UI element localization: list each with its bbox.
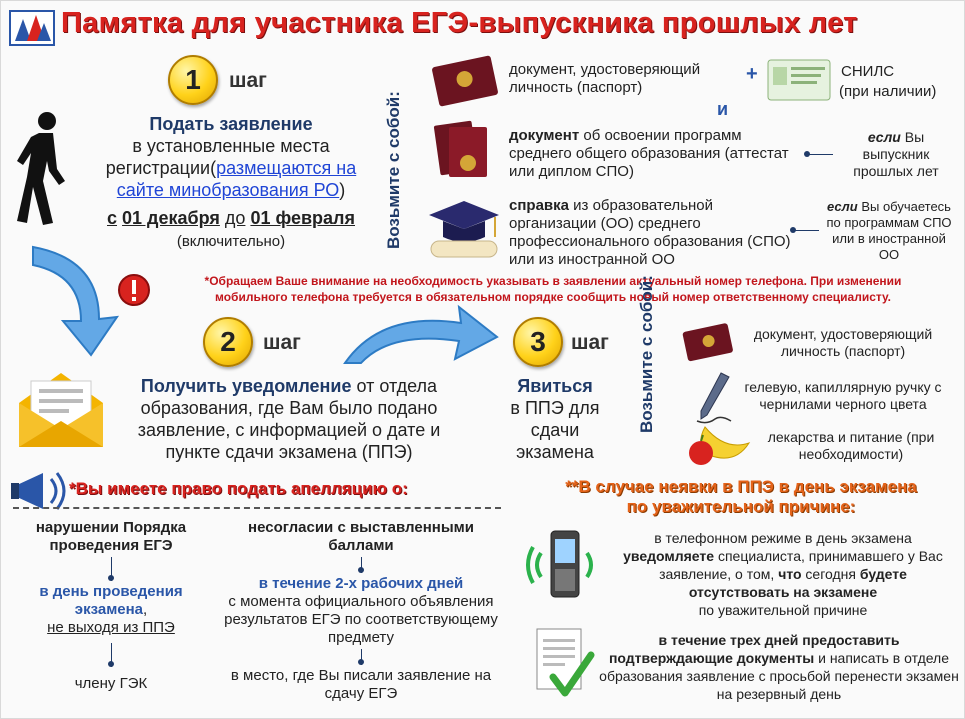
step1-number: 1 [168, 55, 218, 105]
absence-p1-f: будете отсутствовать на экзамене [688, 566, 907, 600]
step1-line1: в установленные места [132, 136, 330, 156]
attention-line2: мобильного телефона требуется в обязательном порядке сообщить новый номер ответственному специалисту. [214, 290, 892, 304]
step2-number: 2 [203, 317, 253, 367]
absence-p1 [607, 529, 959, 619]
megaphone-icon [7, 465, 73, 517]
connector-dot-1 [804, 151, 810, 157]
connector-line-1 [807, 154, 833, 155]
take-with-you-label-2: Возьмите с собой: [637, 275, 656, 433]
phone-icon [523, 527, 603, 603]
appeal-right-dot-2 [358, 659, 364, 665]
appeal-right-mid [221, 575, 501, 647]
appeal-left-dot-2 [108, 661, 114, 667]
page-title: Памятка для участника ЕГЭ-выпускника прошлых лет [61, 7, 858, 39]
cert-bold: справка [509, 197, 569, 214]
appeal-left-mid [21, 583, 201, 637]
plus-sign: + [746, 63, 758, 85]
snils-text: СНИЛС [841, 63, 895, 80]
food-text: лекарства и питание (при необходимости) [767, 429, 935, 462]
step1-block [81, 113, 381, 251]
date-c: с [107, 208, 118, 228]
absence-p1-a: в телефонном режиме в день экзамена [654, 530, 912, 546]
exclamation-icon [117, 273, 151, 307]
if1-text: Вы выпускник прошлых лет [853, 129, 939, 179]
if1-em: если [867, 129, 901, 145]
and-conjunction: и [717, 99, 729, 119]
diploma-text [509, 127, 799, 181]
step2-head: Получить уведомление [140, 376, 352, 396]
passport-text-1: документ, удостоверяющий личность (паспорт) [509, 61, 701, 96]
step1-line2-text: регистрации( [105, 158, 217, 178]
appeal-divider [13, 507, 501, 509]
appeal-left-bottom: члену ГЭК [74, 675, 148, 692]
snils-note: (при наличии) [839, 83, 937, 100]
absence-title-line2: по уважительной причине: [626, 497, 856, 516]
step2-word: шаг [263, 331, 301, 354]
step3-head: Явиться [517, 376, 593, 396]
banana-apple-icon [685, 421, 751, 467]
minobr-link-part1[interactable]: размещаются на [216, 158, 357, 178]
date-to: 01 февраля [250, 208, 355, 228]
ege-logo-icon [9, 5, 55, 47]
absence-title [521, 477, 961, 517]
appeal-right-mid-text: с момента официального объявления результатов ЕГЭ по соответствующему предмету [224, 593, 498, 646]
absence-p2-a: в течение трех дней предоставить подтверждающие документы [608, 632, 900, 666]
step1-word: шаг [229, 69, 267, 92]
appeal-right-dot-1 [358, 567, 364, 573]
appeal-left-mid2: не выходя из ППЭ [47, 619, 175, 636]
step3-line1: в ППЭ для [510, 398, 600, 418]
absence-p2 [599, 631, 959, 703]
if2-em: если [827, 199, 858, 214]
appeal-left-comma: , [143, 601, 148, 618]
step1-head: Подать заявление [149, 114, 313, 134]
take-with-you-label-1: Возьмите с собой: [384, 91, 403, 249]
absence-p1-d: что [778, 566, 802, 582]
absence-title-line1: **В случае неявки в ППЭ в день экзамена [565, 477, 917, 496]
envelope-icon [15, 369, 107, 451]
step2-text [109, 375, 469, 463]
step1-paren-close: ) [339, 180, 346, 200]
step1-line3 [81, 179, 381, 201]
absence-p1-e: сегодня [801, 566, 860, 582]
step2-rest: от отдела образования, где Вам было подано заявление, с информацией о дате и пункте сдачи экзамена (ППЭ) [137, 376, 441, 462]
absence-p1-g: по уважительной причине [698, 602, 868, 618]
diploma-icon [431, 119, 495, 179]
step3-word: шаг [571, 331, 609, 354]
walking-person-icon [13, 111, 73, 229]
appeal-right-top: несогласии с выставленными баллами [248, 519, 474, 554]
connector-dot-2 [790, 227, 796, 233]
if2-text: Вы обучаетесь по программам СПО или в иностранной ОО [826, 199, 952, 262]
diploma-rest: об освоении программ среднего общего образования (аттестат или диплом СПО) [509, 127, 789, 180]
step1-line2 [81, 157, 381, 179]
passport-small-icon [681, 323, 737, 363]
attention-line1: *Обращаем Ваше внимание на необходимость указывать в заявлении актуальный номер телефона. При изменении [204, 274, 902, 288]
step3-line2: сдачи [530, 420, 580, 440]
graduation-cap-icon [425, 197, 503, 263]
pen-icon [691, 371, 735, 427]
appeal-left-top: нарушении Порядка проведения ЕГЭ [35, 519, 187, 554]
pen-text: гелевую, капиллярную ручку с чернилами черного цвета [744, 379, 942, 412]
passport-text-2: документ, удостоверяющий личность (паспорт) [753, 326, 933, 359]
appeal-title: *Вы имеете право подать апелляцию о: [69, 479, 408, 498]
attention-note [153, 273, 953, 305]
if-spo-note [821, 199, 957, 263]
diploma-bold: документ [509, 127, 580, 144]
step1-dates [81, 207, 381, 229]
step3-line3: экзамена [516, 442, 594, 462]
arrow-right-icon [341, 301, 501, 367]
step1-inclusive: (включительно) [176, 233, 286, 250]
step3-number: 3 [513, 317, 563, 367]
appeal-left-dot-1 [108, 575, 114, 581]
absence-p2-b: и написать в отделе образования заявление с просьбой перенести экзамен на резервный день [599, 650, 959, 702]
document-check-icon [529, 625, 595, 701]
snils-card-icon [767, 59, 831, 101]
date-do: до [224, 208, 246, 228]
minobr-link-part2[interactable]: сайте минобразования РО [116, 180, 340, 200]
if-graduate-note [837, 129, 955, 180]
certificate-text [509, 197, 799, 269]
cert-rest: из образовательной организации (ОО) среднего профессионального образования (СПО) или из иностранной ОО [509, 197, 791, 268]
absence-p1-b: уведомляете [623, 548, 715, 564]
step3-text [495, 375, 615, 463]
appeal-right-mid-bold: в течение 2-х рабочих дней [258, 575, 464, 592]
absence-p1-c: специалиста, принимавшего у Вас заявление, о том, [659, 548, 943, 582]
connector-line-2 [793, 230, 819, 231]
appeal-right-bottom: в место, где Вы писали заявление на сдачу ЕГЭ [230, 667, 492, 702]
appeal-left-mid1: в день проведения экзамена [39, 583, 183, 618]
date-from: 01 декабря [122, 208, 220, 228]
passport-icon [429, 55, 501, 107]
